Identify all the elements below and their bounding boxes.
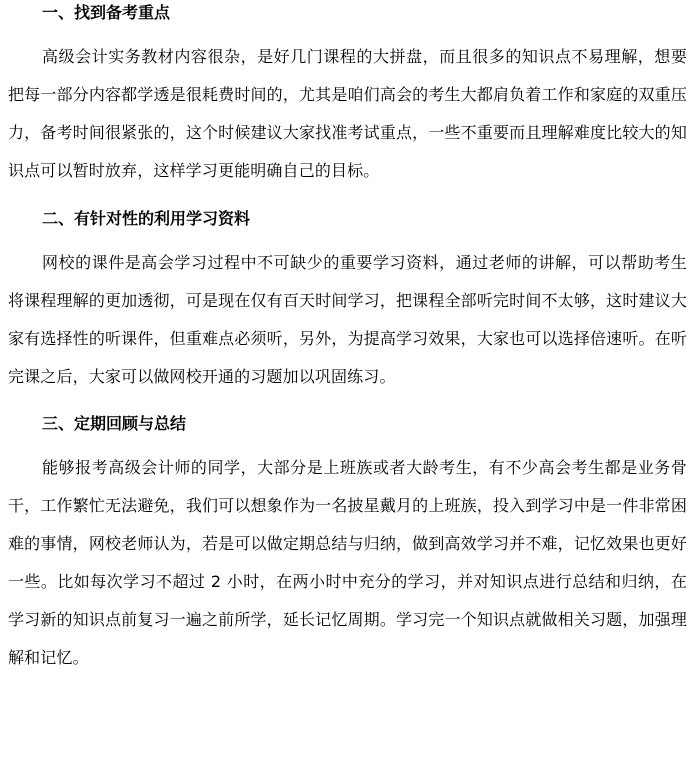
section-heading-2: 二、有针对性的利用学习资料 bbox=[42, 209, 251, 228]
section-paragraph-1: 高级会计实务教材内容很杂，是好几门课程的大拼盘，而且很多的知识点不易理解，想要把每一部分内容都学透是很耗费时间的，尤其是咱们高会的考生大都肩负着工作和家庭的双重压力，备考时间很紧张的，这个时候建议大家找准考试重点，一些不重要而且理解难度比较大的知识点可以暂时放弃，这样学习更能明确自己的目标。 bbox=[8, 47, 687, 180]
section-heading-1: 一、找到备考重点 bbox=[42, 3, 171, 22]
section-paragraph-3: 能够报考高级会计师的同学，大部分是上班族或者大龄考生，有不少高会考生都是业务骨干，工作繁忙无法避免，我们可以想象作为一名披星戴月的上班族，投入到学习中是一件非常困难的事情，网校老师认为，若是可以做定期总结与归纳，做到高效学习并不难，记忆效果也更好一些。比如每次学习不超过 2 小时，在两小时中充分的学习，并对知识点进行总结和归纳，在学习新的知识点前复习一遍之前所学，延长记忆周期。学习完一个知识点就做相关习题，加强理解和记忆。 bbox=[8, 458, 687, 667]
section-paragraph-2: 网校的课件是高会学习过程中不可缺少的重要学习资料，通过老师的讲解，可以帮助考生将课程理解的更加透彻，可是现在仅有百天时间学习，把课程全部听完时间不太够，这时建议大家有选择性的听课件，但重难点必须听，另外，为提高学习效果，大家也可以选择倍速听。在听完课之后，大家可以做网校开通的习题加以巩固练习。 bbox=[8, 253, 687, 386]
section-heading-3: 三、定期回顾与总结 bbox=[42, 414, 187, 433]
